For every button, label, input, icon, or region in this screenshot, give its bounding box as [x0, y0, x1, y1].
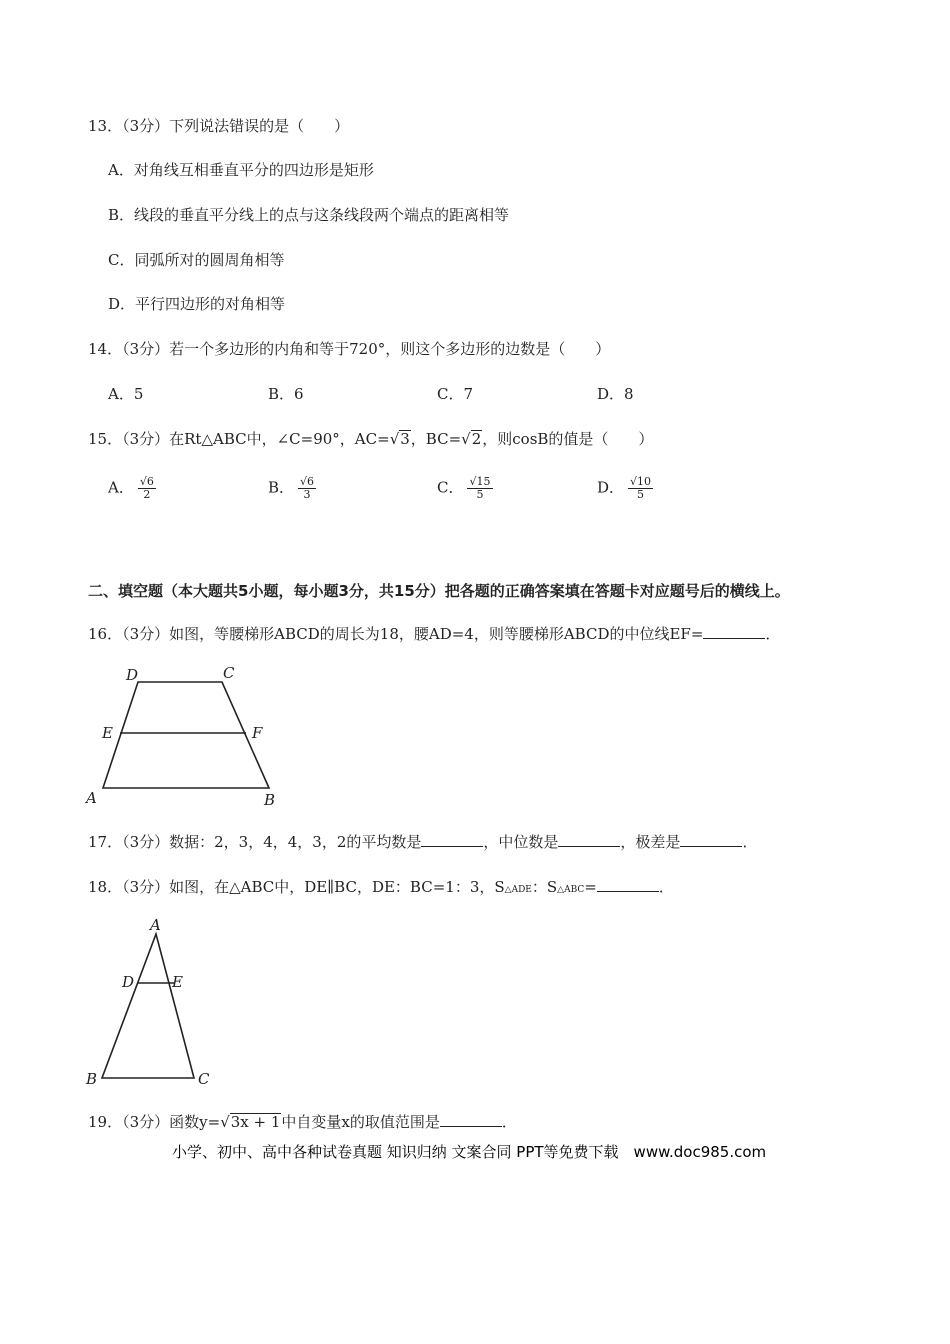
- fraction-numerator: √6: [139, 475, 154, 488]
- q16-trapezoid-figure: [80, 660, 300, 812]
- fraction-numerator: √6: [300, 475, 315, 488]
- label-d: D: [122, 973, 135, 991]
- q19-stem: 19．（3分）函数y=√3x + 1中自变量x的取值范围是 ．: [88, 1113, 517, 1131]
- q13-option-a: A．对角线互相垂直平分的四边形是矩形: [108, 161, 374, 179]
- q18-stem-text: 18．（3分）如图，在△ABC中，DE∥BC，DE：BC=1：3，S: [88, 878, 505, 896]
- label-b: B: [264, 791, 276, 809]
- label-d: D: [126, 666, 139, 684]
- label-e: E: [172, 973, 183, 991]
- fraction-numerator: √10: [630, 475, 652, 488]
- label-f: F: [252, 724, 263, 742]
- q17-range-blank[interactable]: [680, 832, 742, 847]
- section-heading-fill-in: 二、填空题（本大题共5小题，每小题3分，共15分）把各题的正确答案填在答题卡对应题号后的横线上。: [88, 582, 790, 600]
- q15-option-b: [268, 476, 316, 501]
- q15-stem: 15．（3分）在Rt△ABC中，∠C=90°，AC=√3，BC=√2，则cosB的值是（ ）: [88, 430, 654, 448]
- q19-radicand: 3x + 1: [230, 1113, 281, 1131]
- q15-stem-post: ，则cosB的值是（ ）: [482, 430, 654, 448]
- q13-stem: 13．（3分）下列说法错误的是（ ）: [88, 117, 350, 135]
- label-a: A: [86, 789, 97, 807]
- q15-option-c-fraction: [467, 476, 492, 501]
- q17-part1: 17．（3分）数据：2，3，4，4，3，2的平均数是: [88, 833, 422, 851]
- q17-end: ．: [742, 833, 758, 851]
- q18-eq: =: [584, 878, 597, 896]
- q17-stem: [88, 832, 757, 852]
- q19-post: 中自变量x的取值范围是: [281, 1113, 440, 1131]
- q17-part2: ，中位数是: [483, 833, 559, 851]
- q16-answer-blank[interactable]: [703, 624, 765, 639]
- footer-promo-text: 小学、初中、高中各种试卷真题 知识归纳 文案合同 PPT等免费下载 www.doc985.com: [172, 1143, 767, 1161]
- label-c: C: [198, 1070, 210, 1088]
- fraction-numerator: √15: [469, 475, 491, 488]
- q18-end: ．: [658, 878, 674, 896]
- q18-sub-abc: △ABC: [557, 885, 585, 895]
- q17-mean-blank[interactable]: [421, 832, 483, 847]
- q18-stem: [88, 877, 674, 900]
- q15-ac-value: 3: [400, 430, 410, 448]
- label-b: B: [86, 1070, 98, 1088]
- q15-option-a: [108, 476, 156, 501]
- q13-option-c: C．同弧所对的圆周角相等: [108, 251, 285, 269]
- fraction-denominator: 5: [637, 488, 645, 501]
- q15-option-c-letter: C．: [437, 478, 464, 497]
- fraction-denominator: 3: [303, 488, 311, 501]
- q18-answer-blank[interactable]: [597, 877, 659, 892]
- triangle-abc: [102, 934, 194, 1078]
- q15-bc-value: 2: [471, 430, 482, 448]
- q15-option-b-letter: B．: [268, 478, 295, 497]
- q13-option-b: B．线段的垂直平分线上的点与这条线段两个端点的距离相等: [108, 206, 510, 224]
- q15-stem-pre: 15．（3分）在Rt△ABC中，∠C=90°，AC=: [88, 430, 390, 448]
- q19-answer-blank[interactable]: [440, 1112, 502, 1127]
- q14-stem: 14．（3分）若一个多边形的内角和等于720°，则这个多边形的边数是（ ）: [88, 340, 611, 358]
- q18-mid: ：S: [531, 878, 558, 896]
- fraction-denominator: 5: [476, 488, 484, 501]
- q15-option-a-letter: A．: [108, 478, 134, 497]
- q16-stem: [88, 624, 780, 644]
- q15-option-c: [437, 476, 493, 501]
- q15-option-d-letter: D．: [597, 478, 625, 497]
- q14-option-a: A．5: [108, 385, 144, 403]
- q16-stem-text: 16．（3分）如图，等腰梯形ABCD的周长为18，腰AD=4，则等腰梯形ABCD的中位线EF=: [88, 625, 704, 643]
- trapezoid-abcd: [103, 682, 269, 788]
- q13-option-d: D．平行四边形的对角相等: [108, 295, 286, 313]
- q14-option-c: C．7: [437, 385, 474, 403]
- fraction-denominator: 2: [143, 488, 151, 501]
- q18-triangle-figure: [80, 912, 230, 1092]
- q16-stem-end: ．: [765, 625, 781, 643]
- q15-option-b-fraction: [298, 476, 316, 501]
- q15-option-d-fraction: [628, 476, 653, 501]
- q15-stem-mid: ，BC=: [410, 430, 462, 448]
- label-c: C: [223, 664, 235, 682]
- q19-end: ．: [501, 1113, 517, 1131]
- label-a: A: [150, 916, 161, 934]
- q14-option-d: D．8: [597, 385, 634, 403]
- q17-part3: ，极差是: [620, 833, 681, 851]
- q15-option-a-fraction: [138, 476, 156, 501]
- q14-option-b: B．6: [268, 385, 304, 403]
- q17-median-blank[interactable]: [558, 832, 620, 847]
- q19-pre: 19．（3分）函数y=: [88, 1113, 221, 1131]
- label-e: E: [102, 724, 113, 742]
- q18-sub-ade: △ADE: [504, 885, 532, 895]
- q15-option-d: [597, 476, 653, 501]
